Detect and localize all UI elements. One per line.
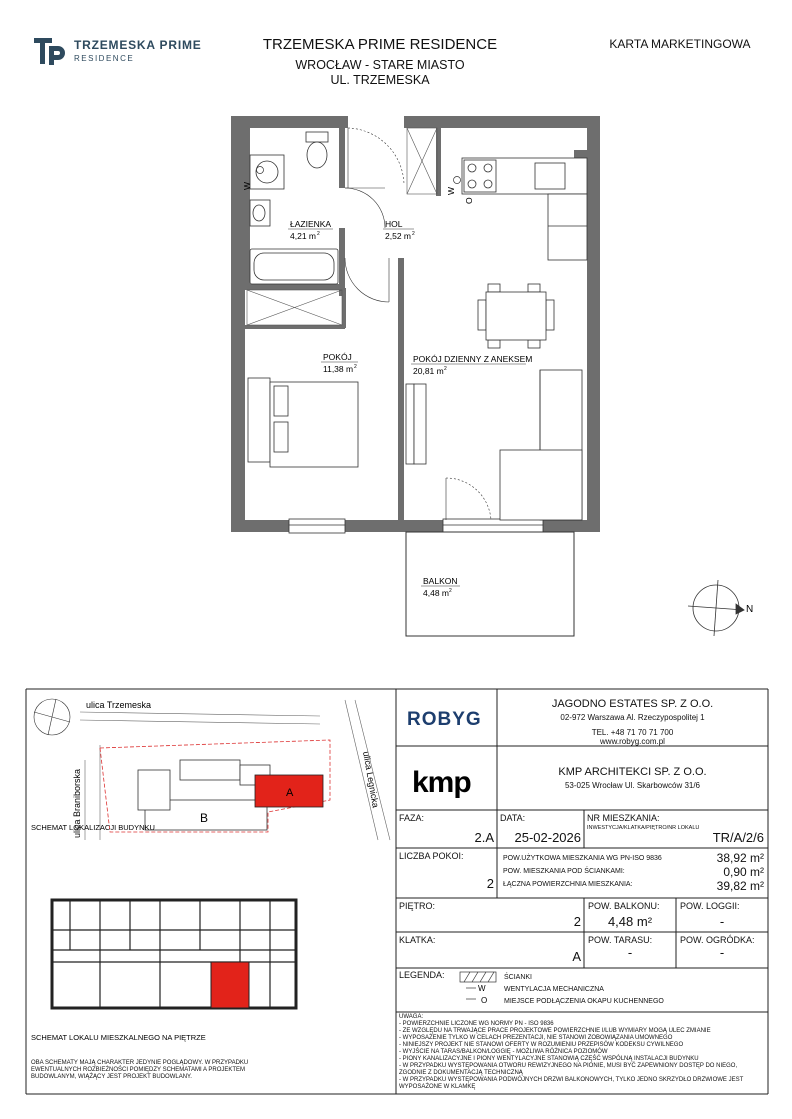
north-label: N — [746, 604, 754, 615]
street-label: UL. TRZEMESKA — [330, 73, 430, 87]
svg-text:O: O — [481, 996, 488, 1005]
brand-name: TRZEMESKA PRIME — [74, 38, 202, 52]
svg-text:2: 2 — [444, 366, 447, 372]
staircase-label: KLATKA: — [399, 935, 436, 945]
area1-label: POW.UŻYTKOWA MIESZKANIA WG PN-ISO 9836 — [503, 855, 662, 862]
room-hall-area: 2,52 m — [385, 231, 411, 241]
garden-label: POW. OGRÓDKA: — [680, 935, 755, 945]
room-bedroom-name: POKÓJ — [323, 352, 352, 362]
room-balcony-area: 4,48 m — [423, 588, 449, 598]
loggia-label: POW. LOGGII: — [680, 901, 740, 911]
ventilation-mark-kitchen: W — [446, 186, 456, 195]
architect-name: KMP ARCHITEKCI SP. Z O.O. — [558, 766, 707, 778]
svg-text:2: 2 — [354, 364, 357, 370]
svg-text:2: 2 — [449, 588, 452, 594]
balcony-value: 4,48 m² — [607, 914, 653, 929]
faza-value: 2.A — [474, 830, 494, 845]
terrace-label: POW. TARASU: — [588, 935, 653, 945]
building-a-label: A — [286, 787, 294, 799]
svg-text:2: 2 — [317, 231, 320, 237]
building-b-label: B — [200, 811, 209, 825]
rooms-value: 2 — [486, 876, 494, 891]
area3-label: ŁĄCZNA POWIERZCHNIA MIESZKANIA: — [503, 881, 633, 888]
area2-value: 0,90 m² — [723, 865, 764, 879]
room-hall-name: HOL — [385, 219, 403, 229]
faza-label: FAZA: — [399, 813, 425, 823]
developer-info — [497, 698, 768, 746]
room-bath-name: ŁAZIENKA — [290, 219, 332, 229]
apartment-number: TR/A/2/6 — [712, 830, 764, 845]
schema-note: OBA SCHEMATY MAJĄ CHARAKTER JEDYNIE POGLĄDOWY. W PRZYPADKU EWENTUALNYCH ROZBIEŻNOŚCI POMIĘDZY SCHEMATAMI A PROJEKTEM BUDOWLANYM, WIĄŻĄCY JEST PROJEKT BUDOWLANY. — [31, 1060, 249, 1080]
street-braniborska: ulica Braniborska — [72, 768, 82, 838]
developer-web: www.robyg.com.pl — [600, 737, 665, 746]
legend-label: LEGENDA: — [399, 970, 445, 980]
brand-sub: RESIDENCE — [74, 54, 135, 63]
garden-value: - — [719, 945, 725, 960]
site-map — [31, 699, 390, 840]
architect-address: 53-025 Wrocław Ul. Skarbowców 31/6 — [564, 781, 701, 790]
robyg-logo: ROBYG — [407, 709, 482, 730]
room-balcony-name: BALKON — [423, 576, 458, 586]
developer-tel: TEL. +48 71 70 71 700 — [591, 728, 674, 737]
site-map-caption: SCHEMAT LOKALIZACJI BUDYNKU — [31, 823, 155, 832]
hood-mark: O — [464, 197, 474, 204]
area1-value: 38,92 m² — [716, 851, 764, 865]
kmp-logo: kmp — [412, 766, 471, 799]
room-living-area: 20,81 m — [413, 366, 444, 376]
floor-schema-caption: SCHEMAT LOKALU MIESZKALNEGO NA PIĘTRZE — [31, 1033, 206, 1042]
street-trzemeska: ulica Trzemeska — [86, 700, 152, 710]
area2-label: POW. MIESZKANIA POD ŚCIANKAMI: — [503, 868, 625, 875]
ventilation-mark: W — [242, 181, 252, 190]
rooms-label: LICZBA POKOI: — [399, 851, 464, 861]
legend-ventilation: WENTYLACJA MECHANICZNA — [504, 986, 604, 993]
svg-text:2: 2 — [412, 231, 415, 237]
doc-type: KARTA MARKETINGOWA — [609, 37, 751, 51]
floor-value: 2 — [573, 914, 581, 929]
terrace-value: - — [627, 945, 633, 960]
room-bath-area: 4,21 m — [290, 231, 316, 241]
svg-text:W: W — [478, 984, 486, 993]
developer-name: JAGODNO ESTATES SP. Z O.O. — [551, 698, 714, 710]
room-bedroom-area: 11,38 m — [323, 364, 354, 374]
architect-info — [497, 766, 768, 790]
staircase-value: A — [572, 949, 581, 964]
legend-walls: ŚCIANKI — [504, 974, 533, 981]
balcony-label: POW. BALKONU: — [588, 901, 660, 911]
legend-hood: MIEJSCE PODŁĄCZENIA OKAPU KUCHENNEGO — [504, 998, 664, 1005]
date-value: 25-02-2026 — [514, 830, 581, 845]
area3-value: 39,82 m² — [716, 879, 764, 893]
floor-schema — [31, 900, 296, 1042]
date-label: DATA: — [500, 813, 526, 823]
developer-address: 02-972 Warszawa Al. Rzeczypospolitej 1 — [560, 713, 705, 722]
page-title: TRZEMESKA PRIME RESIDENCE — [262, 36, 498, 53]
room-living-name: POKÓJ DZIENNY Z ANEKSEM — [413, 354, 533, 364]
apartment-highlight — [211, 962, 249, 1008]
apartment-number-sub: INWESTYCJA/KLATKA/PIĘTRO/NR LOKALU — [587, 825, 700, 831]
city-label: WROCŁAW - STARE MIASTO — [295, 58, 465, 72]
apartment-number-label: NR MIESZKANIA: — [587, 813, 660, 823]
notes: UWAGA: - POWIERZCHNIE LICZONE WG NORMY PN - ISO 9836 - ZE WZGLĘDU NA TRWAJĄCE PRACE PROJEKTOWE POWIERZCHNIE I/LUB WYMIARY MOGĄ ULEC ZMIANIE - WYPOSAŻENIE TYLKO W CELACH PREZENTACJI, NIE STANOWI ZOBOWIĄZANIA UMOWNEGO - NINIEJSZY PROJEKT NIE STANOWI OFERTY W ROZUMIENIU PRZEPISÓW KODEKSU CYWILNEGO - WYJŚCIE NA TARAS/BALKON/LOGGIĘ - MOŻLIWA RÓŻNICA POZIOMÓW - PIONY KANALIZACYJNE I PIONY WENTYLACYJNE STANOWIĄ CZĘŚĆ WSPÓLNĄ INSTALACJI BUDYNKU - W PRZYPADKU WYSTĘPOWANIA OTWORU REWIZYJNEGO NA PIONIE, MUSI BYĆ ZAPEWNIONY DOSTĘP DO NIEGO, ZGODNIE Z DOKUMENTACJĄ TECHNICZNĄ - W PRZYPADKU WYSTĘPOWANIA PODWÓJNYCH DRZWI BALKONOWYCH, TYLKO JEDNO SKRZYDŁO DRZWIOWE JEST WYPOSAŻONE W KLAMKĘ — [399, 1014, 744, 1090]
floor-label: PIĘTRO: — [399, 901, 436, 911]
loggia-value: - — [719, 914, 725, 929]
street-legnicka: ulica Legnicka — [361, 750, 381, 809]
